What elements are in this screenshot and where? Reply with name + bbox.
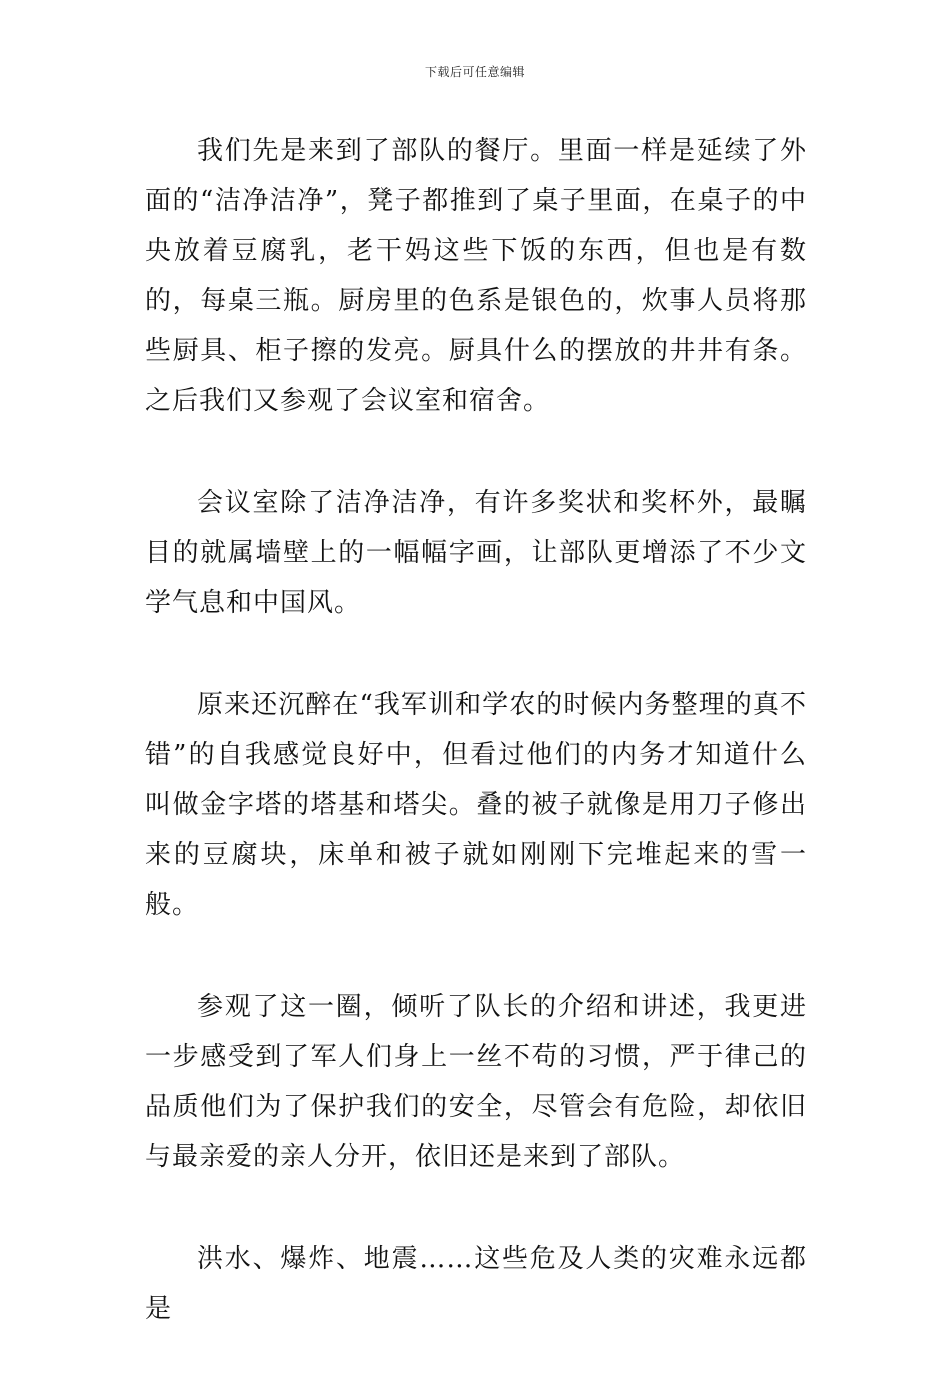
paragraph-3: 原来还沉醉在“我军训和学农的时候内务整理的真不错”的自我感觉良好中，但看过他们的内务才知道什么叫做金字塔的塔基和塔尖。叠的被子就像是用刀子修出来的豆腐块，床单和被子就如刚刚下完堆起来的雪一般。 xyxy=(145,690,807,920)
document-body xyxy=(145,126,807,1386)
page-header: 下载后可任意编辑 xyxy=(424,65,525,79)
paragraph-2: 会议室除了洁净洁净，有许多奖状和奖杯外，最瞩目的就属墙壁上的一幅幅字画，让部队更增添了不少文学气息和中国风。 xyxy=(145,488,807,618)
paragraph-1: 我们先是来到了部队的餐厅。里面一样是延续了外面的“洁净洁净”，凳子都推到了桌子里面，在桌子的中央放着豆腐乳，老干妈这些下饭的东西，但也是有数的，每桌三瓶。厨房里的色系是银色的，炊事人员将那些厨具、柜子擦的发亮。厨具什么的摆放的井井有条。之后我们又参观了会议室和宿舍。 xyxy=(145,136,807,416)
paragraph-4: 参观了这一圈，倾听了队长的介绍和讲述，我更进一步感受到了军人们身上一丝不苟的习惯，严于律己的品质他们为了保护我们的安全，尽管会有危险，却依旧与最亲爱的亲人分开，依旧还是来到了部队。 xyxy=(145,992,807,1172)
paragraph-5: 洪水、爆炸、地震……这些危及人类的灾难永远都是 xyxy=(145,1244,807,1324)
